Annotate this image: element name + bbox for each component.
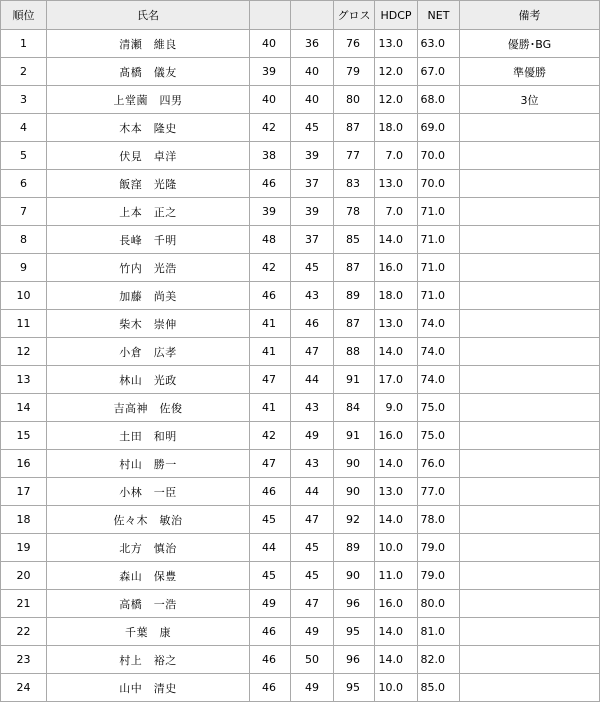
table-row — [1, 338, 600, 366]
cell-note — [460, 646, 600, 674]
cell-name: 北方 慎治 — [47, 534, 250, 562]
cell-out: 45 — [250, 562, 291, 590]
cell-gross: 87 — [334, 310, 375, 338]
cell-in: 47 — [291, 506, 334, 534]
cell-gross: 79 — [334, 58, 375, 86]
cell-net: 63.0 — [418, 30, 460, 58]
cell-in: 37 — [291, 170, 334, 198]
cell-name: 小倉 広孝 — [47, 338, 250, 366]
cell-rank: 2 — [1, 58, 47, 86]
cell-out: 46 — [250, 646, 291, 674]
cell-name: 加藤 尚美 — [47, 282, 250, 310]
header-note: 備考 — [460, 1, 600, 30]
cell-out: 42 — [250, 114, 291, 142]
cell-name: 土田 和明 — [47, 422, 250, 450]
cell-rank: 18 — [1, 506, 47, 534]
cell-net: 76.0 — [418, 450, 460, 478]
table-row — [1, 170, 600, 198]
header-gross: グロス — [334, 1, 375, 30]
cell-name: 髙橋 儀友 — [47, 58, 250, 86]
cell-in: 39 — [291, 198, 334, 226]
cell-gross: 90 — [334, 562, 375, 590]
cell-in: 45 — [291, 534, 334, 562]
cell-net: 74.0 — [418, 310, 460, 338]
table-row — [1, 646, 600, 674]
cell-gross: 87 — [334, 114, 375, 142]
header-hdcp: HDCP — [375, 1, 418, 30]
cell-note — [460, 618, 600, 646]
cell-note — [460, 282, 600, 310]
cell-note — [460, 422, 600, 450]
cell-out: 40 — [250, 86, 291, 114]
cell-in: 49 — [291, 618, 334, 646]
cell-rank: 6 — [1, 170, 47, 198]
cell-gross: 85 — [334, 226, 375, 254]
cell-gross: 80 — [334, 86, 375, 114]
cell-rank: 14 — [1, 394, 47, 422]
cell-rank: 17 — [1, 478, 47, 506]
cell-rank: 4 — [1, 114, 47, 142]
cell-out: 41 — [250, 310, 291, 338]
cell-name: 佐々木 敏治 — [47, 506, 250, 534]
cell-hdcp: 9.0 — [375, 394, 418, 422]
table-row — [1, 450, 600, 478]
cell-hdcp: 10.0 — [375, 674, 418, 702]
cell-note: 優勝･BG — [460, 30, 600, 58]
cell-net: 68.0 — [418, 86, 460, 114]
cell-hdcp: 13.0 — [375, 310, 418, 338]
cell-hdcp: 14.0 — [375, 226, 418, 254]
cell-rank: 8 — [1, 226, 47, 254]
cell-gross: 77 — [334, 142, 375, 170]
cell-name: 清瀬 維良 — [47, 30, 250, 58]
table-row — [1, 422, 600, 450]
cell-out: 46 — [250, 170, 291, 198]
cell-out: 46 — [250, 282, 291, 310]
cell-gross: 90 — [334, 450, 375, 478]
cell-rank: 16 — [1, 450, 47, 478]
cell-rank: 9 — [1, 254, 47, 282]
cell-in: 45 — [291, 562, 334, 590]
cell-net: 80.0 — [418, 590, 460, 618]
cell-net: 67.0 — [418, 58, 460, 86]
cell-gross: 76 — [334, 30, 375, 58]
cell-gross: 91 — [334, 366, 375, 394]
cell-hdcp: 12.0 — [375, 58, 418, 86]
cell-rank: 24 — [1, 674, 47, 702]
table-row — [1, 226, 600, 254]
cell-note — [460, 394, 600, 422]
cell-in: 43 — [291, 394, 334, 422]
cell-hdcp: 7.0 — [375, 198, 418, 226]
cell-name: 上堂薗 四男 — [47, 86, 250, 114]
header-name: 氏名 — [47, 1, 250, 30]
cell-gross: 89 — [334, 534, 375, 562]
cell-name: 森山 保豊 — [47, 562, 250, 590]
cell-note — [460, 478, 600, 506]
header-net: NET — [418, 1, 460, 30]
table-row — [1, 478, 600, 506]
cell-net: 77.0 — [418, 478, 460, 506]
cell-out: 49 — [250, 590, 291, 618]
table-row — [1, 590, 600, 618]
table-row — [1, 394, 600, 422]
cell-rank: 1 — [1, 30, 47, 58]
cell-hdcp: 10.0 — [375, 534, 418, 562]
cell-note — [460, 226, 600, 254]
cell-name: 木本 隆史 — [47, 114, 250, 142]
table-row — [1, 674, 600, 702]
cell-gross: 89 — [334, 282, 375, 310]
header-rank: 順位 — [1, 1, 47, 30]
cell-note — [460, 674, 600, 702]
cell-rank: 13 — [1, 366, 47, 394]
cell-in: 43 — [291, 450, 334, 478]
cell-net: 74.0 — [418, 366, 460, 394]
cell-name: 小林 一臣 — [47, 478, 250, 506]
cell-rank: 21 — [1, 590, 47, 618]
cell-note — [460, 534, 600, 562]
cell-gross: 91 — [334, 422, 375, 450]
cell-gross: 84 — [334, 394, 375, 422]
cell-note — [460, 310, 600, 338]
cell-in: 43 — [291, 282, 334, 310]
cell-note — [460, 254, 600, 282]
cell-gross: 78 — [334, 198, 375, 226]
cell-name: 高橋 一浩 — [47, 590, 250, 618]
cell-net: 69.0 — [418, 114, 460, 142]
cell-hdcp: 13.0 — [375, 478, 418, 506]
cell-out: 42 — [250, 422, 291, 450]
cell-hdcp: 14.0 — [375, 450, 418, 478]
cell-rank: 3 — [1, 86, 47, 114]
cell-in: 49 — [291, 674, 334, 702]
cell-hdcp: 16.0 — [375, 422, 418, 450]
cell-hdcp: 12.0 — [375, 86, 418, 114]
cell-out: 39 — [250, 198, 291, 226]
cell-net: 82.0 — [418, 646, 460, 674]
cell-rank: 22 — [1, 618, 47, 646]
cell-net: 74.0 — [418, 338, 460, 366]
cell-note: 準優勝 — [460, 58, 600, 86]
cell-in: 46 — [291, 310, 334, 338]
cell-note: 3位 — [460, 86, 600, 114]
cell-rank: 23 — [1, 646, 47, 674]
cell-in: 45 — [291, 114, 334, 142]
cell-name: 飯窪 光隆 — [47, 170, 250, 198]
cell-note — [460, 198, 600, 226]
cell-net: 70.0 — [418, 142, 460, 170]
table-row — [1, 198, 600, 226]
cell-net: 71.0 — [418, 254, 460, 282]
cell-note — [460, 366, 600, 394]
cell-hdcp: 18.0 — [375, 114, 418, 142]
table-row — [1, 534, 600, 562]
cell-out: 47 — [250, 366, 291, 394]
cell-out: 46 — [250, 618, 291, 646]
cell-name: 林山 光政 — [47, 366, 250, 394]
cell-gross: 87 — [334, 254, 375, 282]
cell-net: 79.0 — [418, 534, 460, 562]
cell-rank: 20 — [1, 562, 47, 590]
cell-in: 50 — [291, 646, 334, 674]
cell-gross: 95 — [334, 618, 375, 646]
table-row — [1, 562, 600, 590]
cell-name: 千葉 康 — [47, 618, 250, 646]
cell-note — [460, 506, 600, 534]
cell-out: 41 — [250, 338, 291, 366]
cell-rank: 10 — [1, 282, 47, 310]
cell-name: 上本 正之 — [47, 198, 250, 226]
cell-hdcp: 14.0 — [375, 506, 418, 534]
cell-out: 48 — [250, 226, 291, 254]
cell-in: 39 — [291, 142, 334, 170]
cell-note — [460, 170, 600, 198]
cell-gross: 92 — [334, 506, 375, 534]
table-row — [1, 86, 600, 114]
cell-net: 78.0 — [418, 506, 460, 534]
cell-note — [460, 450, 600, 478]
cell-net: 70.0 — [418, 170, 460, 198]
cell-gross: 88 — [334, 338, 375, 366]
header-row — [1, 1, 600, 30]
cell-in: 37 — [291, 226, 334, 254]
cell-name: 吉高神 佐俊 — [47, 394, 250, 422]
cell-in: 40 — [291, 58, 334, 86]
cell-name: 竹内 光浩 — [47, 254, 250, 282]
cell-hdcp: 14.0 — [375, 646, 418, 674]
cell-hdcp: 13.0 — [375, 170, 418, 198]
cell-hdcp: 17.0 — [375, 366, 418, 394]
table-row — [1, 142, 600, 170]
cell-out: 38 — [250, 142, 291, 170]
table-row — [1, 366, 600, 394]
cell-gross: 83 — [334, 170, 375, 198]
cell-in: 47 — [291, 590, 334, 618]
cell-gross: 95 — [334, 674, 375, 702]
cell-hdcp: 14.0 — [375, 338, 418, 366]
cell-note — [460, 590, 600, 618]
cell-rank: 12 — [1, 338, 47, 366]
cell-name: 柴木 崇伸 — [47, 310, 250, 338]
cell-name: 村上 裕之 — [47, 646, 250, 674]
cell-net: 75.0 — [418, 422, 460, 450]
cell-net: 71.0 — [418, 282, 460, 310]
header-in — [291, 1, 334, 30]
table-row — [1, 618, 600, 646]
cell-gross: 90 — [334, 478, 375, 506]
cell-net: 81.0 — [418, 618, 460, 646]
table-row — [1, 58, 600, 86]
cell-hdcp: 16.0 — [375, 590, 418, 618]
cell-out: 46 — [250, 674, 291, 702]
cell-rank: 5 — [1, 142, 47, 170]
cell-out: 47 — [250, 450, 291, 478]
cell-rank: 15 — [1, 422, 47, 450]
cell-name: 山中 清史 — [47, 674, 250, 702]
cell-in: 44 — [291, 478, 334, 506]
cell-gross: 96 — [334, 590, 375, 618]
table-row — [1, 310, 600, 338]
cell-note — [460, 114, 600, 142]
cell-net: 71.0 — [418, 226, 460, 254]
cell-in: 36 — [291, 30, 334, 58]
cell-out: 41 — [250, 394, 291, 422]
table-row — [1, 282, 600, 310]
cell-out: 44 — [250, 534, 291, 562]
cell-out: 42 — [250, 254, 291, 282]
cell-hdcp: 16.0 — [375, 254, 418, 282]
table-row — [1, 30, 600, 58]
cell-out: 39 — [250, 58, 291, 86]
cell-out: 46 — [250, 478, 291, 506]
cell-gross: 96 — [334, 646, 375, 674]
cell-hdcp: 7.0 — [375, 142, 418, 170]
cell-note — [460, 338, 600, 366]
cell-in: 40 — [291, 86, 334, 114]
cell-rank: 7 — [1, 198, 47, 226]
header-out — [250, 1, 291, 30]
cell-net: 85.0 — [418, 674, 460, 702]
cell-net: 75.0 — [418, 394, 460, 422]
cell-name: 村山 勝一 — [47, 450, 250, 478]
cell-net: 79.0 — [418, 562, 460, 590]
cell-rank: 19 — [1, 534, 47, 562]
cell-note — [460, 562, 600, 590]
cell-in: 49 — [291, 422, 334, 450]
cell-name: 伏見 卓洋 — [47, 142, 250, 170]
cell-hdcp: 13.0 — [375, 30, 418, 58]
cell-out: 45 — [250, 506, 291, 534]
cell-note — [460, 142, 600, 170]
table-header — [1, 1, 600, 30]
cell-name: 長峰 千明 — [47, 226, 250, 254]
cell-hdcp: 11.0 — [375, 562, 418, 590]
cell-hdcp: 14.0 — [375, 618, 418, 646]
cell-in: 44 — [291, 366, 334, 394]
table-row — [1, 506, 600, 534]
cell-out: 40 — [250, 30, 291, 58]
cell-in: 45 — [291, 254, 334, 282]
cell-net: 71.0 — [418, 198, 460, 226]
cell-in: 47 — [291, 338, 334, 366]
cell-hdcp: 18.0 — [375, 282, 418, 310]
cell-rank: 11 — [1, 310, 47, 338]
table-row — [1, 254, 600, 282]
table-body — [1, 30, 600, 702]
table-row — [1, 114, 600, 142]
